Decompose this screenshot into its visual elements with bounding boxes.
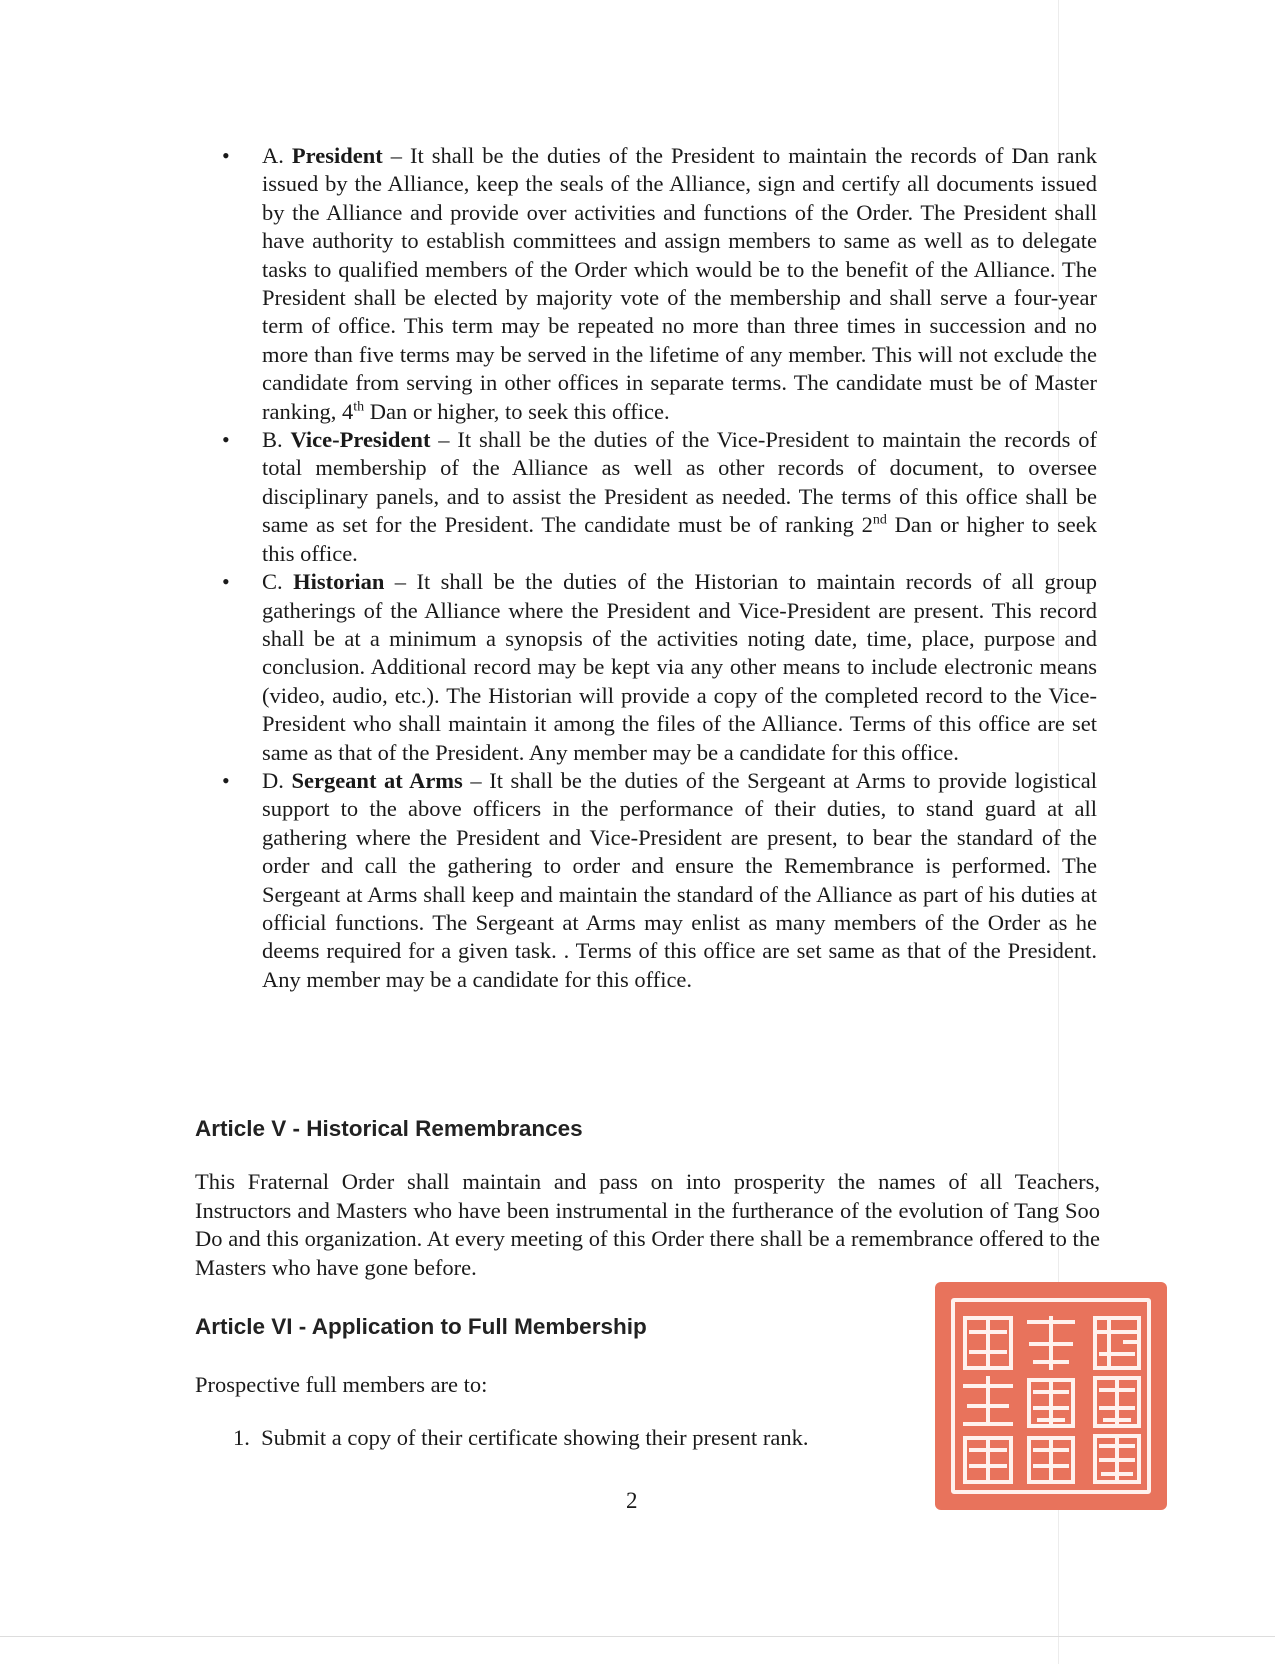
- page-number: 2: [626, 1488, 638, 1513]
- officer-title: Sergeant at Arms: [291, 767, 463, 793]
- officer-item-historian: [222, 568, 1097, 767]
- officer-letter: C.: [262, 569, 283, 595]
- seal-glyphs: [935, 1282, 1167, 1510]
- article-6-heading: Article VI - Application to Full Membership: [195, 1314, 647, 1339]
- officer-text-end: Dan or higher to seek this office.: [262, 512, 1097, 566]
- item-number: 1.: [233, 1425, 250, 1450]
- ordinal-suffix: th: [353, 399, 365, 415]
- ordinal-suffix: nd: [872, 512, 887, 528]
- scan-artifact-edge: [0, 1636, 1275, 1637]
- officer-text: – It shall be the duties of the Vice-President to maintain the records of total membership of the Alliance as well as other records of document, to oversee disciplinary panels, and to assist the President as needed. The terms of this office shall be same as set for the President. The candidate must be of ranking 2: [262, 427, 1098, 538]
- alliance-seal-stamp: [935, 1282, 1167, 1510]
- article-5-body: This Fraternal Order shall maintain and pass on into prosperity the names of all Teachers, Instructors and Masters who have been instrumental in the furtherance of the evolution of Tang Soo Do and this organization. At every meeting of this Order there shall be a remembrance offered to the Masters who have gone before.: [195, 1169, 1100, 1280]
- officer-item-sergeant-at-arms: [222, 767, 1097, 994]
- bullet-icon: •: [222, 569, 230, 595]
- officer-text-end: Dan or higher, to seek this office.: [364, 398, 670, 424]
- article-6-lead: Prospective full members are to:: [195, 1372, 488, 1397]
- officer-text: – It shall be the duties of the Historian to maintain records of all group gatherings of the Alliance where the President and Vice-President are present. This record shall be at a minimum a synopsis of the activities noting date, time, place, purpose and conclusion. Additional record may be kept via any other means to include electronic means (video, audio, etc.). The Historian will provide a copy of the completed record to the Vice-President who shall maintain it among the files of the Alliance. Terms of this office are set same as that of the President. Any member may be a candidate for this office.: [262, 569, 1097, 765]
- officer-item-president: [222, 142, 1097, 426]
- officer-text: – It shall be the duties of the Sergeant at Arms to provide logistical support to the above officers in the performance of their duties, to stand guard at all gathering where the President and Vice-President are present, to bear the standard of the order and call the gathering to order and ensure the Remembrance is performed. The Sergeant at Arms shall keep and maintain the standard of the Alliance as part of his duties at official functions. The Sergeant at Arms may enlist as many members of the Order as he deems required for a given task. . Terms of this office are set same as that of the President. Any member may be a candidate for this office.: [262, 767, 1098, 992]
- bullet-icon: •: [222, 767, 230, 793]
- bullet-icon: •: [222, 427, 230, 453]
- officer-title: President: [291, 143, 383, 168]
- officer-text: – It shall be the duties of the President to maintain the records of Dan rank issued by the Alliance, keep the seals of the Alliance, sign and certify all documents issued by the Alliance and provide over activities and functions of the Order. The President shall have authority to establish committees and assign members to same as well as to delegate tasks to qualified members of the Order which would be to the benefit of the Alliance. The President shall be elected by majority vote of the membership and shall serve a four-year term of office. This term may be repeated no more than three times in succession and no more than five terms may be served in the lifetime of any member. This will not exclude the candidate from serving in other offices in separate terms. The candidate must be of Master ranking, 4: [262, 143, 1097, 424]
- bullet-icon: •: [222, 143, 230, 168]
- officer-duties-list: [222, 142, 1097, 994]
- officer-letter: A.: [262, 143, 284, 168]
- officer-title: Historian: [293, 569, 385, 595]
- officer-title: Vice-President: [290, 427, 431, 453]
- officer-letter: B.: [262, 427, 283, 453]
- officer-letter: D.: [262, 767, 284, 793]
- officer-item-vice-president: [222, 426, 1097, 568]
- membership-requirement-item: [233, 1425, 808, 1451]
- item-text: Submit a copy of their certificate showing their present rank.: [261, 1425, 809, 1450]
- article-5-heading: Article V - Historical Remembrances: [195, 1116, 583, 1141]
